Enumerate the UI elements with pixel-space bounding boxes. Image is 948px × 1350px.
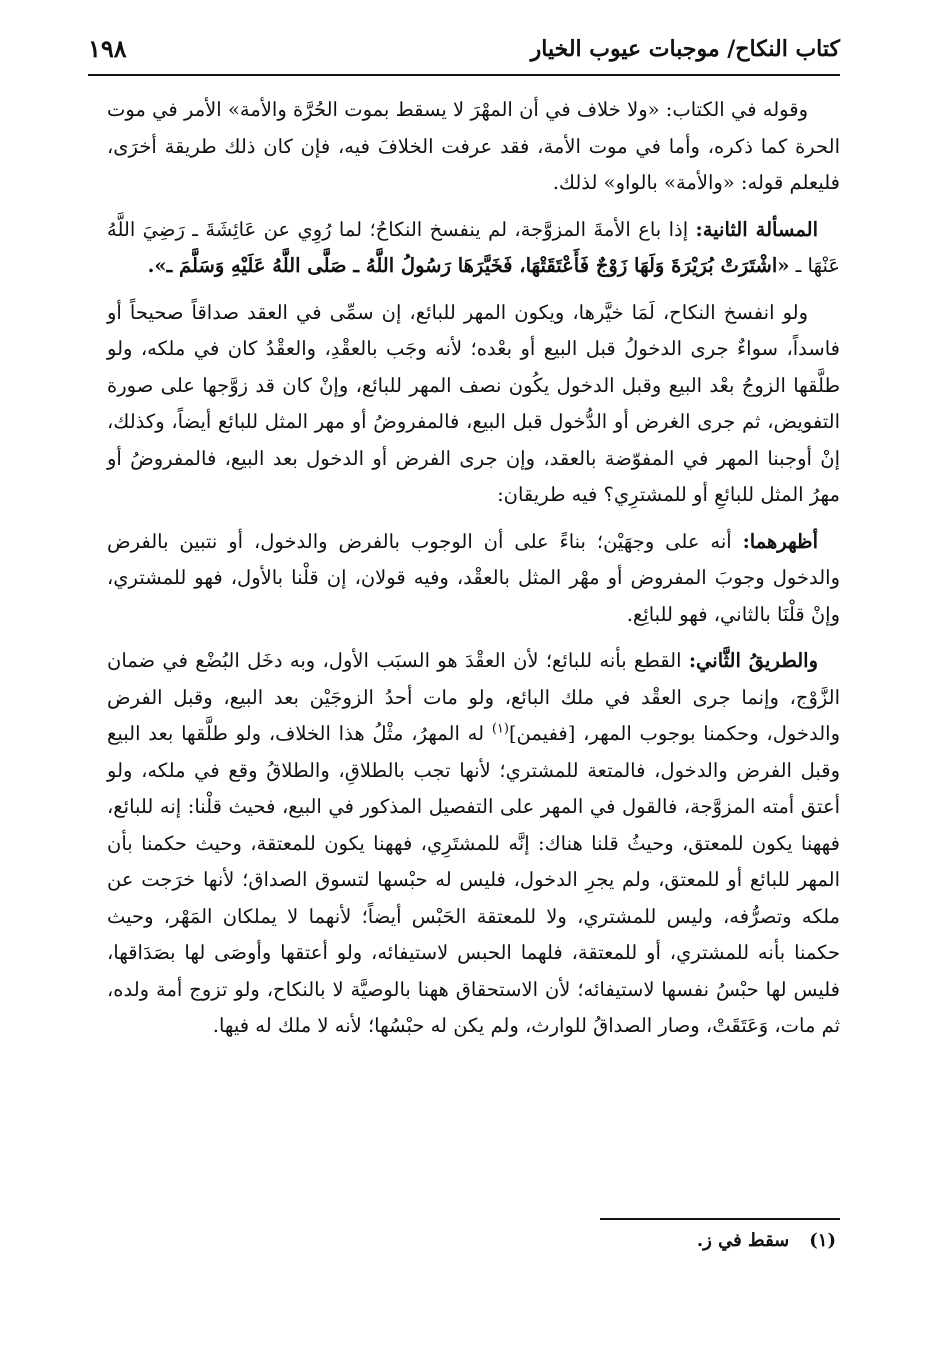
first-way-heading: أظهرهما: xyxy=(742,529,818,553)
footnote-text: سقط في ز. xyxy=(696,1230,790,1251)
footnote-reference: (١) xyxy=(491,721,509,737)
paragraph-4 xyxy=(107,524,840,634)
paragraph-1 xyxy=(107,92,840,202)
page-number: ١٩٨ xyxy=(88,34,127,63)
paragraph-text: القطع بأنه للبائع؛ لأن العقْدَ هو السبَب الأول، وبه دخَل البُضْع في ضمان الزَّوْج، وإنما جرى العقْد في ملك البائع، ولو مات أحدُ الزوجَيْن بعد البيع، وقبل الفرض والدخول، وحكمنا بوجوب المهر، [ففيمن] xyxy=(107,649,840,745)
second-way-heading: والطريقُ الثَّاني: xyxy=(688,649,819,672)
paragraph-3 xyxy=(107,295,840,514)
paragraph-text: ولو انفسخ النكاح، لَمَا خيَّرها، ويكون المهر للبائع، إن سمِّى في العقد صداقاً صحيحاً أو فاسداً، سواءٌ جرى الدخولُ قبل البيع أو بعْده؛ لأنه وجَب بالعقْدِ، والعقْدُ كان في ملكه، ولو طلَّقها الزوجُ بعْد البيع وقبل الدخول يكُون نصف المهر للبائع، وإنْ كان قد زوَّجها على صورة التفويض، ثم جرى الغرض أو الدُّخول قبل البيع، فالمفروضُ أو مهر المثل للبائع أيضاً، وكذلك، إنْ أوجبنا المهر في المفوّضة بالعقد، وإن جرى الفرض أو الدخول بعد البيع، فالمفروضُ أو مهرُ المثل للبائعِ أو للمشترِي؟ فيه طريقان: xyxy=(107,300,840,506)
paragraph-text: له المهرُ، مثْلُ هذا الخلاف، ولو طلَّقها بعد البيع وقبل الفرض والدخول، فالمتعة للمشتري؛ لأنها تجب بالطلاقِ، والطلاقُ وقع في ملكه، ولو أعتق أمته المزوَّجة، فالقول في المهر على التفصيل المذكور في البيع، فحيث قلْنا: إنه للبائع، فههنا يكون للمعتق، وحيثُ قلنا هناك: إنَّه للمشتَرِي، فههنا يكون للمعتقة، وحيث حكمنا بأن المهر للبائع أو للمعتق، ولم يجرِ الدخول، فليس له حبْسها لتسوق الصداق؛ لأنها خرَجت عن ملكه وتصرُّفه، وليس للمشتري، ولا للمعتقة الحَبْس أيضاً؛ لأنهما لا يملكان المَهْر، وحيث حكمنا بأنه للمشتري، أو للمعتقة، فلهما الحبس لاستيفائه، ولو أعتقها وأوصَى لها بصَدَاقها، فليس لها حبْسُ نفسها لاستيفائه؛ لأن الاستحقاق ههنا بالوصيَّة لا بالنكاح، ولو تزوج أمة ولده، ثم مات، وَعَتَقَتْ، وصار الصداقُ للوارث، ولم يكن له حبْسُها؛ لأنه لا ملك له فيها. xyxy=(107,722,840,1037)
paragraph-text: إذا باع الأمةَ المزوَّجة، لم ينفسخ النكاحُ؛ لما رُوِي عن عَائِشَةَ ـ رَضِيَ اللَّهُ عَنْهَا ـ xyxy=(107,217,840,277)
page-header xyxy=(88,30,840,76)
paragraph-5 xyxy=(107,643,840,1045)
running-title: كتاب النكاح/ موجبات عيوب الخيار xyxy=(530,36,840,62)
issue-heading: المسألة الثانية: xyxy=(695,217,819,241)
main-text xyxy=(107,92,840,1045)
footnote-number: (١) xyxy=(809,1230,836,1251)
paragraph-text: وقوله في الكتاب: «ولا خلاف في أن المهْرَ لا يسقط بموت الحُرَّة والأمة» الأمر في موت الحرة كما ذكره، وأما في موت الأمة، فقد عرفت الخلافَ فيه، فإن كان ذلك طريقة أخرَى، فليعلم قوله: «والأمة» بالواو» لذلك. xyxy=(107,98,840,194)
footnote xyxy=(697,1230,836,1251)
paragraph-2 xyxy=(107,212,840,285)
hadith-quote: «اشْتَرَتْ بُرَيْرَةَ وَلَهَا زَوْجٌ فَأَعْتَقَتْهَا، فَخَيَّرَهَا رَسُولُ اللَّهُ ـ صَلَّى اللَّهُ عَلَيْهِ وَسَلَّمَ ـ». xyxy=(147,254,790,277)
footnote-divider xyxy=(600,1218,840,1220)
paragraph-text: أنه على وجهَيْن؛ بناءً على أن الوجوب بالفرض والدخول، أو نتبين بالفرض والدخول وجوبَ المفروض أو مهْر المثل بالعقْد، وفيه قولان، إن قلْنا بالأول، فهو للمشتري، وإنْ قلْنَا بالثاني، فهو للبائِع. xyxy=(107,529,840,626)
